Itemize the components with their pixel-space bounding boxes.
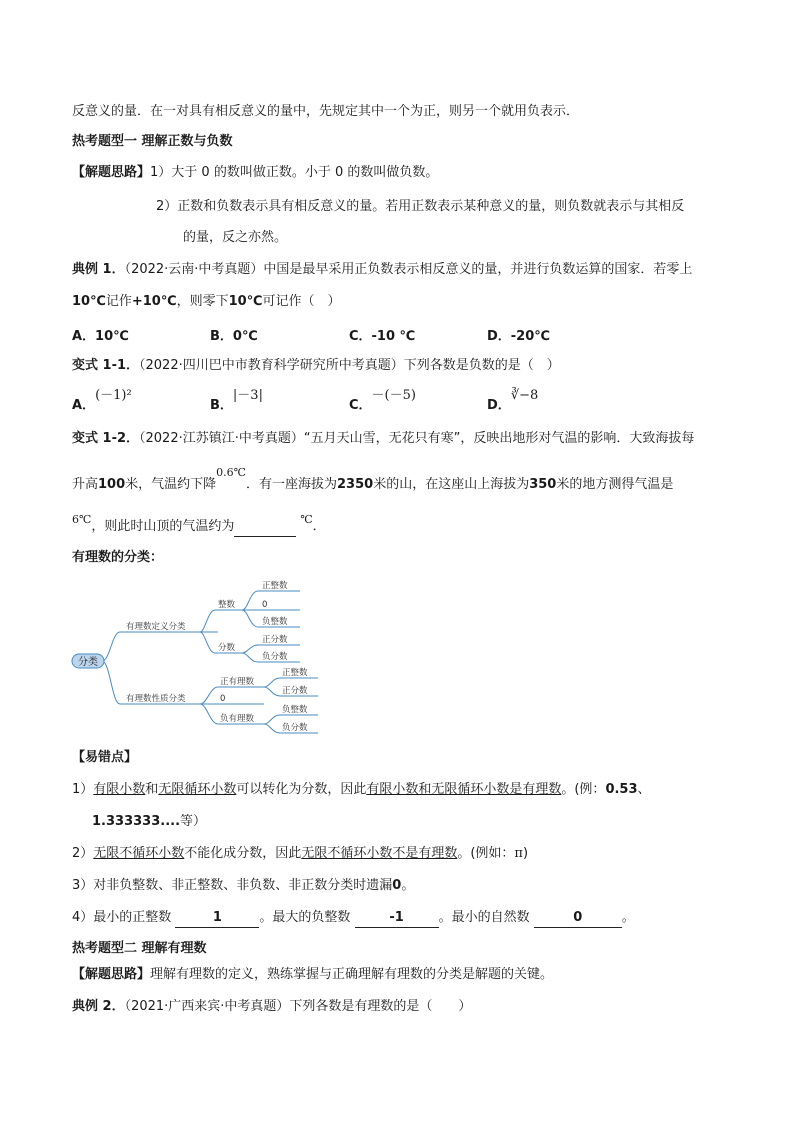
ex1-text: 记作 bbox=[105, 294, 132, 309]
idea2-line bbox=[72, 966, 553, 984]
paragraph-continuation: 反意义的量．在一对具有相反意义的量中，先规定其中一个为正，则另一个就用负表示． bbox=[72, 104, 580, 119]
error-points-title: 【易错点】 bbox=[72, 750, 138, 765]
idea1-line1 bbox=[72, 164, 438, 182]
text: 和 bbox=[145, 782, 159, 797]
underlined-text: 无限不循环小数不是有理数 bbox=[301, 846, 458, 861]
underlined-text: 无限循环小数 bbox=[158, 782, 237, 797]
value: 0 bbox=[392, 878, 402, 893]
v12-text: ．有一座海拔为 bbox=[245, 477, 337, 492]
v12-text: 米，气温约下降 bbox=[125, 477, 217, 492]
diagram-branch-property: 有理数性质分类 bbox=[126, 694, 186, 704]
text: 3）对非负整数、非正整数、非负数、非正数分类时遗漏 bbox=[72, 878, 393, 893]
answer-blank-1: 1 bbox=[175, 909, 259, 928]
variant11-line bbox=[72, 357, 560, 375]
option-math: |－3| bbox=[232, 388, 263, 403]
v12-value: 2350 bbox=[337, 477, 374, 492]
error-point-2 bbox=[72, 845, 528, 863]
example1-text-a: （2022·云南·中考真题）中国是最早采用正负数表示相反意义的量，并进行负数运算的国家．若零上 bbox=[124, 262, 693, 277]
example1-line1 bbox=[72, 261, 692, 279]
v12-math-temp: 6℃ bbox=[72, 513, 92, 526]
option-letter: B． bbox=[210, 398, 233, 413]
ex1-value-c: 10℃ bbox=[228, 294, 263, 309]
v12-math-drop: 0.6℃ bbox=[216, 466, 246, 479]
ex1-option-d[interactable]: D．-20℃ bbox=[487, 329, 551, 344]
section-title-type2: 热考题型二 理解有理数 bbox=[72, 941, 207, 956]
text: 不能化成分数，因此 bbox=[184, 846, 302, 861]
diagram-leaf: 正整数 bbox=[262, 581, 288, 591]
diagram-node-integer: 整数 bbox=[218, 600, 236, 610]
v12-text: 米的地方测得气温是 bbox=[556, 477, 674, 492]
option-math: (－1)² bbox=[95, 388, 132, 403]
option-math: －(－5) bbox=[371, 388, 416, 403]
v12-text: 米的山，在这座山上海拔为 bbox=[373, 477, 530, 492]
ex1-option-b[interactable]: B．0℃ bbox=[210, 329, 258, 344]
variant12-text-a: （2022·江苏镇江·中考真题）“五月天山雪，无花只有寒”，反映出地形对气温的影响．大致海拔每 bbox=[139, 431, 695, 446]
v12-unit: ℃ bbox=[300, 513, 313, 526]
v12-text: 升高 bbox=[72, 477, 99, 492]
error-point-4 bbox=[72, 909, 635, 928]
text: 。(例： bbox=[561, 782, 606, 797]
answer-blank-2: -1 bbox=[355, 909, 439, 928]
v12-value: 350 bbox=[529, 477, 557, 492]
text: ) bbox=[522, 846, 529, 861]
diagram-leaf: 负整数 bbox=[282, 705, 308, 715]
variant12-line2 bbox=[72, 466, 674, 494]
idea1-label: 【解题思路】 bbox=[72, 165, 151, 180]
diagram-node-zero: 0 bbox=[220, 694, 226, 704]
section-title-type1: 热考题型一 理解正数与负数 bbox=[72, 134, 233, 149]
option-letter: A． bbox=[72, 398, 96, 413]
v12-value: 100 bbox=[98, 477, 126, 492]
diagram-leaf: 负分数 bbox=[262, 652, 288, 662]
variant12-line3 bbox=[72, 513, 326, 537]
variant12-line1 bbox=[72, 430, 694, 448]
example2-text: （2021·广西来宾·中考真题）下列各数是有理数的是（ ） bbox=[124, 999, 472, 1014]
variant11-label: 变式 1-1． bbox=[72, 358, 140, 373]
diagram-branch-definition: 有理数定义分类 bbox=[126, 622, 186, 632]
diagram-leaf: 正整数 bbox=[282, 668, 308, 678]
example1-label: 典例 1． bbox=[72, 262, 125, 277]
text: 4）最小的正整数 bbox=[72, 910, 172, 925]
example2-line bbox=[72, 998, 471, 1016]
diagram-leaf: 负整数 bbox=[262, 617, 288, 627]
text: 。 bbox=[621, 910, 635, 925]
answer-blank-3: 0 bbox=[534, 909, 622, 928]
idea1-point2a: 2）正数和负数表示具有相反意义的量。若用正数表示某种意义的量，则负数就表示与其相反 bbox=[156, 199, 685, 214]
v12-text: ，则此时山顶的气温约为 bbox=[91, 519, 235, 534]
value: 1.333333.... bbox=[92, 814, 181, 829]
idea1-point1: 1）大于 0 的数叫做正数。小于 0 的数叫做负数。 bbox=[150, 165, 439, 180]
variant12-label: 变式 1-2． bbox=[72, 431, 140, 446]
value: 0.53 bbox=[605, 782, 638, 797]
diagram-node-fraction: 分数 bbox=[218, 643, 236, 653]
text: 。(例如： bbox=[457, 846, 515, 861]
example1-line2 bbox=[72, 293, 340, 311]
option-letter: D． bbox=[487, 398, 511, 413]
error-point-1-cont bbox=[92, 813, 206, 831]
text: 。最大的负整数 bbox=[259, 910, 351, 925]
error-point-3 bbox=[72, 877, 414, 895]
text: 等） bbox=[180, 814, 207, 829]
example2-label: 典例 2． bbox=[72, 999, 125, 1014]
idea2-text: 理解有理数的定义，熟练掌握与正确理解有理数的分类是解题的关键。 bbox=[150, 967, 554, 982]
ex1-text: ，则零下 bbox=[176, 294, 229, 309]
v11-option-a[interactable] bbox=[72, 388, 132, 413]
idea1-point2b: 的量，反之亦然。 bbox=[183, 230, 288, 245]
pi-symbol: π bbox=[514, 846, 523, 861]
text: 2） bbox=[72, 846, 94, 861]
classification-title: 有理数的分类： bbox=[72, 550, 164, 565]
error-point-1 bbox=[72, 781, 651, 799]
ex1-text: 可记作（ ） bbox=[262, 294, 341, 309]
ex1-value-a: 10℃ bbox=[72, 294, 106, 309]
v11-option-d[interactable] bbox=[487, 388, 539, 413]
underlined-text: 有限小数 bbox=[93, 782, 146, 797]
diagram-root: 分类 bbox=[78, 657, 98, 668]
underlined-text: 有限小数和无限循环小数是有理数 bbox=[366, 782, 562, 797]
idea2-label: 【解题思路】 bbox=[72, 967, 151, 982]
text: 1） bbox=[72, 782, 94, 797]
v12-answer-blank[interactable] bbox=[234, 518, 296, 537]
option-math: ∛−8 bbox=[510, 388, 539, 403]
ex1-option-c[interactable]: C．-10 ℃ bbox=[349, 329, 416, 344]
v11-option-b[interactable] bbox=[210, 388, 263, 413]
v12-text: ． bbox=[312, 519, 326, 534]
diagram-node-negative: 负有理数 bbox=[220, 714, 255, 724]
ex1-option-a[interactable]: A．10℃ bbox=[72, 329, 129, 344]
option-letter: C． bbox=[349, 398, 372, 413]
diagram-leaf: 负分数 bbox=[282, 723, 308, 733]
v11-option-c[interactable] bbox=[349, 388, 416, 413]
ex1-value-b: +10℃ bbox=[131, 294, 177, 309]
text: 可以转化为分数，因此 bbox=[236, 782, 367, 797]
diagram-leaf: 0 bbox=[262, 600, 268, 610]
underlined-text: 无限不循环小数 bbox=[93, 846, 185, 861]
text: 、 bbox=[637, 782, 651, 797]
classification-diagram bbox=[60, 570, 340, 740]
text: 。 bbox=[401, 878, 415, 893]
diagram-leaf: 正分数 bbox=[262, 635, 288, 645]
variant11-text: （2022·四川巴中市教育科学研究所中考真题）下列各数是负数的是（ ） bbox=[139, 358, 560, 373]
text: 。最小的自然数 bbox=[438, 910, 530, 925]
diagram-leaf: 正分数 bbox=[282, 686, 308, 696]
diagram-node-positive: 正有理数 bbox=[220, 677, 255, 687]
